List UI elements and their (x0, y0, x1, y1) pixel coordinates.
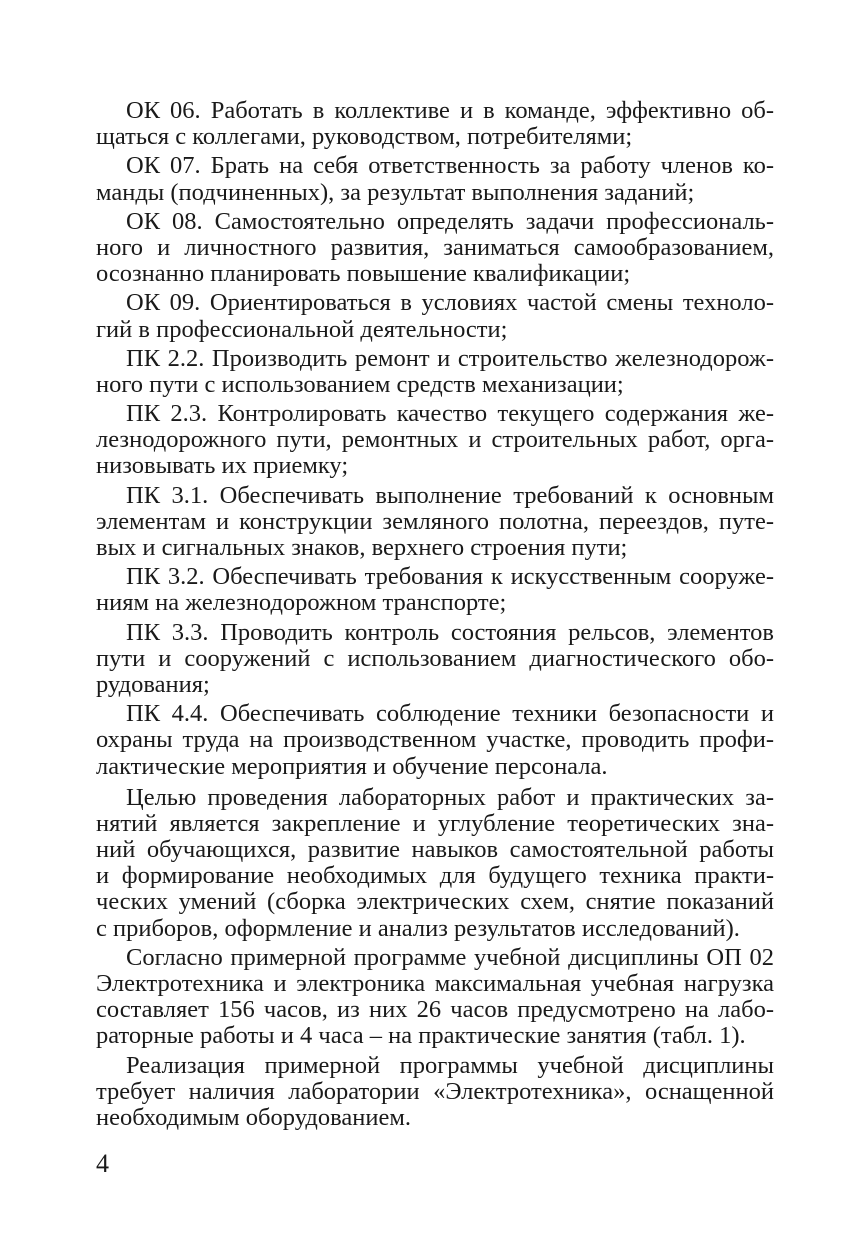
text-line: с приборов, оформление и анализ результатов исследований). (96, 914, 740, 942)
paragraph-pk32 (96, 564, 774, 616)
text-line: ПК 4.4. Обеспечивать соблюдение техники безопасности и (126, 700, 774, 728)
paragraph-purpose (96, 785, 774, 942)
text-line: Целью проведения лабораторных работ и практических за- (126, 783, 774, 811)
text-line: осознанно планировать повышение квалификации; (96, 260, 631, 288)
text-line: охраны труда на производственном участке, проводить профи- (96, 726, 774, 754)
text-line: требует наличия лаборатории «Электротехника», оснащенной (96, 1077, 774, 1105)
paragraph-pk23 (96, 401, 774, 480)
text-line: ПК 3.2. Обеспечивать требования к искусственным сооруже- (126, 563, 774, 591)
page-number: 4 (96, 1149, 109, 1178)
text-line: ПК 2.3. Контролировать качество текущего содержания же- (126, 400, 774, 428)
text-line: низовывать их приемку; (96, 452, 349, 480)
text-line: ОК 07. Брать на себя ответственность за работу членов ко- (126, 152, 774, 180)
paragraph-program (96, 945, 774, 1050)
page-body (96, 98, 774, 1134)
text-line: вых и сигнальных знаков, верхнего строения пути; (96, 534, 628, 561)
text-line: ного и личностного развития, заниматься самообразованием, (96, 233, 774, 261)
text-line: пути и сооружений с использованием диагностического обо- (96, 644, 774, 672)
paragraph-pk33 (96, 620, 774, 699)
text-line: ПК 3.1. Обеспечивать выполнение требований к основным (126, 481, 774, 509)
text-line: рудования; (96, 670, 210, 698)
text-line: ний обучающихся, развитие навыков самостоятельной работы (96, 836, 774, 864)
text-line: раторные работы и 4 часа – на практические занятия (табл. 1). (96, 1022, 746, 1050)
text-line: ного пути с использованием средств механизации; (96, 370, 624, 398)
text-line: ПК 2.2. Производить ремонт и строительство железнодорож- (126, 344, 774, 372)
text-line: щаться с коллегами, руководством, потребителями; (96, 123, 633, 151)
text-line: лезнодорожного пути, ремонтных и строительных работ, орга- (96, 426, 774, 454)
text-line: нятий является закрепление и углубление теоретических зна- (96, 809, 774, 837)
text-line: манды (подчиненных), за результат выполнения заданий; (96, 178, 695, 206)
text-line: ниям на железнодорожном транспорте; (96, 589, 507, 617)
text-line: необходимым оборудованием. (96, 1103, 411, 1131)
paragraph-pk22 (96, 346, 774, 398)
paragraph-ok08 (96, 209, 774, 288)
paragraph-pk31 (96, 483, 774, 562)
paragraph-ok07 (96, 153, 774, 205)
text-line: лактические мероприятия и обучение персонала. (96, 752, 608, 780)
paragraph-ok06 (96, 98, 774, 150)
text-line: Реализация примерной программы учебной дисциплины (126, 1051, 774, 1079)
text-line: элементам и конструкции земляного полотна, переездов, путе- (96, 507, 774, 535)
text-line: ПК 3.3. Проводить контроль состояния рельсов, элементов (126, 618, 774, 646)
text-line: Согласно примерной программе учебной дисциплины ОП 02 (126, 943, 774, 971)
text-line: Электротехника и электроника максимальная учебная нагрузка (96, 970, 774, 997)
text-line: ОК 08. Самостоятельно определять задачи профессиональ- (126, 207, 774, 235)
text-line: гий в профессиональной деятельности; (96, 315, 508, 343)
paragraph-ok09 (96, 290, 774, 342)
text-line: ОК 06. Работать в коллективе и в команде, эффективно об- (126, 97, 774, 124)
text-line: ческих умений (сборка электрических схем, снятие показаний (96, 888, 774, 916)
paragraph-pk44 (96, 701, 774, 780)
text-line: и формирование необходимых для будущего техника практи- (96, 862, 774, 890)
paragraph-implementation (96, 1053, 774, 1132)
text-line: ОК 09. Ориентироваться в условиях частой смены техноло- (126, 289, 774, 317)
text-line: составляет 156 часов, из них 26 часов предусмотрено на лабо- (96, 996, 774, 1024)
